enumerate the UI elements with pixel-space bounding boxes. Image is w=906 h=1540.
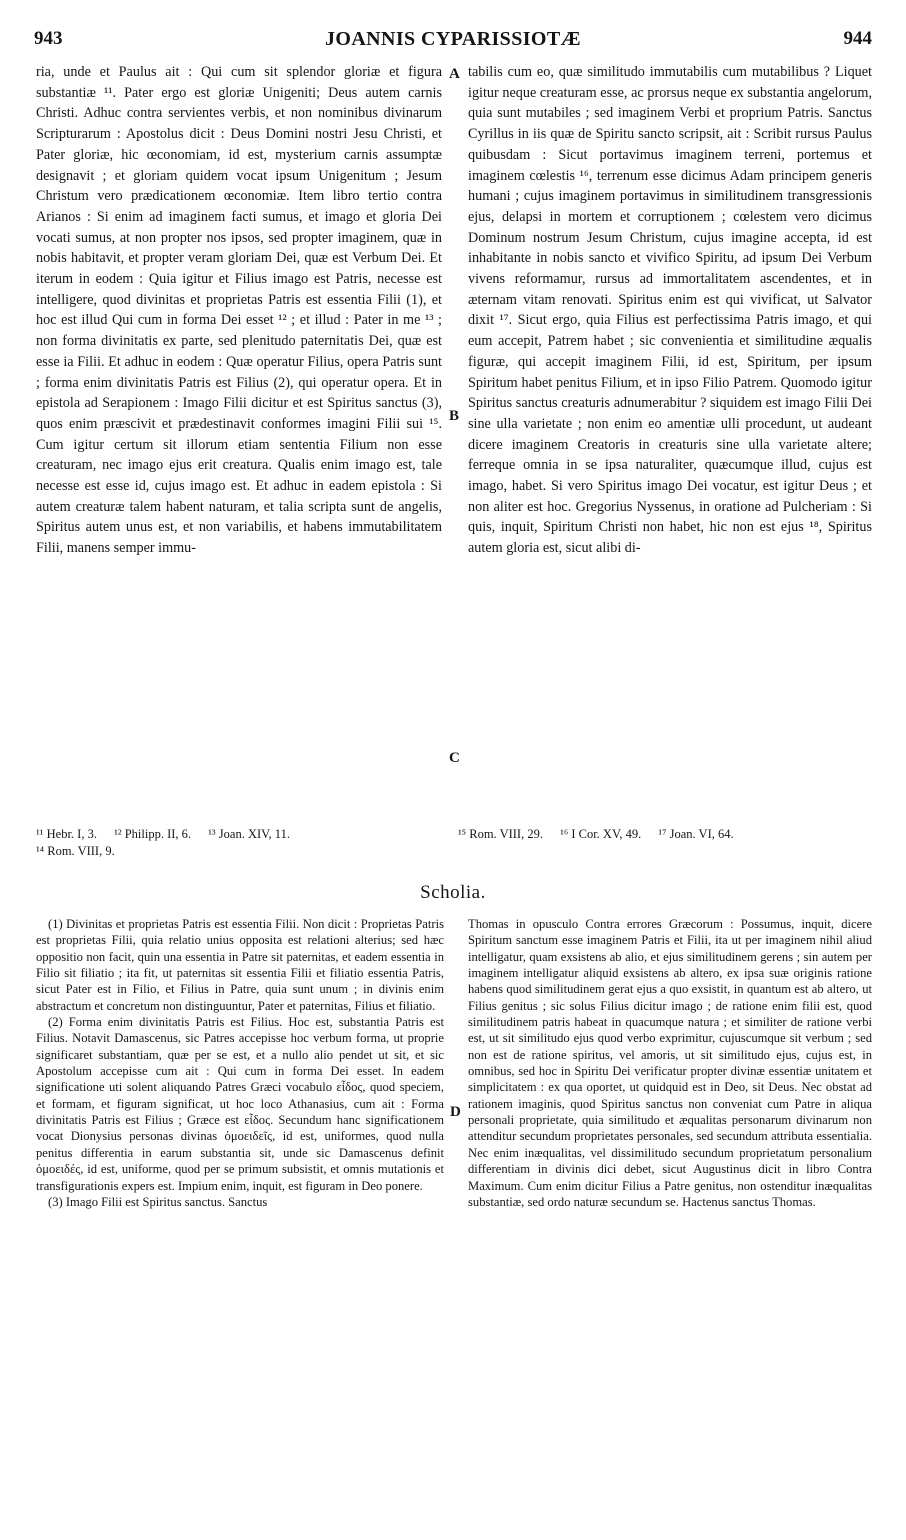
main-text-right: tabilis cum eo, quæ similitudo immutabilis cum mutabilibus ? Liquet igitur neque creaturam esse, ac prorsus neque ex substantia angelorum, quia sunt mutabiles ; sed imaginem Verbi et proprium Patris. Sanctus Cyrillus in iis quæ de Spiritu sancto scripsit, ait : Scribit rursus Paulus quibusdam : Sicut portavimus imaginem terreni, portemus et imaginem cœlestis ¹⁶, terrenum esse dicimus Adam principem generis humani ; cujus imaginem portavimus in similitudinem transgressionis ejus, delapsi in mortem et corruptionem ; cœlestem vero dicimus Dominum nostrum Jesum Christum, cujus imagine accepta, id est inhabitante in nobis sancto et vivifico Spiritu, ad ipsum Dei Verbum vivens reformamur, rursus ad immortalitatem ascendentes, et in æternam vitam renovati. Spiritus enim est qui vivificat, ut Salvator dixit ¹⁷. Sicut ergo, quia Filius est perfectissima Patris imago, et qui eum accepit, Patrem habet ; sic convenientia et similitudine æqualis figuræ, qui accepit imaginem Filii, id est, Spiritum, per ipsum Spiritum habet penitus Filium, et in ipso Filio Patrem. Quomodo igitur Spiritus sanctus creaturis adnumerabitur ? siquidem est imago Filii Dei sine ulla varietate ; non enim eo amentiæ ulli procedunt, ut audeant dicere imaginem Creatoris in creaturis sine ulla varietate altere; ferreque omnia in se ipsa naturaliter, quæcumque illud, cujus est imago, habet. Si vero Spiritus imago Dei vocatur, est igitur Deus ; et non aliter est hoc. Gregorius Nyssenus, in oratione ad Pulcheriam : Si quis, inquit, Spiritum Christi non habet, hic non est ejus ¹⁸, Spiritus autem gloria est, sicut alibi di- [468, 64, 872, 557]
footnote: ¹⁵ Rom. VIII, 29. [458, 827, 543, 841]
footnotes-left [36, 826, 446, 860]
footnote: ¹³ Joan. XIV, 11. [208, 827, 290, 841]
scholia-heading: Scholia. [420, 882, 486, 903]
main-column-right [468, 62, 872, 559]
footnote: ¹⁷ Joan. VI, 64. [658, 827, 734, 841]
margin-letter-d: D [450, 1104, 461, 1120]
scholia-column-right [468, 916, 872, 1210]
scholion-3-continued: Thomas in opusculo Contra errores Græcorum : Possumus, inquit, dicere Spiritum sanctum esse imaginem Patris et Filii, ita ut per imaginem nihil aliud intelligatur, quam exsistens ab alio, et ejus similitudinem gerens ; sin autem per imaginem intelligatur aliquid exsistens ab altero, ex ipsa suæ originis ratione habens quod similitudinem gerat ejus a quo exsistit, in quantum est ab altero, ut Filius genitus ; sic solus Filius dicitur imago ; de ratione enim filii est, quod similitudinem patris habeat in quacumque natura ; et similiter de ratione verbi est, ut sit similitudo ejus quod verbo exprimitur, cujuscumque sit verbum ; sed non est de ratione spiritus, vel amoris, ut sit similitudo ejus, cujus est, in omnibus, sed hoc in Spiritu Dei verificatur propter divinæ essentiæ unitatem et simplicitatem : ex qua oportet, ut quidquid est in Deo, sit Deus. Nec obstat ad rationem imaginis, quod Spiritus sanctus non conveniat cum Patre in aliqua personali proprietate, quia similitudo et æqualitas personarum divinarum non attenditur secundum proprietates personales, sed secundum attributa essentialia. Nec enim inæqualitas, vel dissimilitudo secundum proprietatum personalium differentiam in divinis dici debet, sicut Augustinus dicit in libro Contra Maximum. Cum enim dicitur Filius a Patre genitus, non ostenditur inæqualitas substantiæ, sed ordo naturæ secundum se. Hactenus sanctus Thomas. [468, 917, 872, 1209]
footnote: ¹¹ Hebr. I, 3. [36, 827, 97, 841]
running-head [34, 28, 872, 56]
page-number-left: 943 [34, 28, 63, 49]
margin-letter-a: A [449, 66, 460, 82]
scholion-2: (2) Forma enim divinitatis Patris est Filius. Hoc est, substantia Patris est Filius. Notavit Damascenus, sic Patres accepisse hoc verbum forma, ut proprie significaret substantiam, quæ per se est, et a nullo alio pendet ut sit, et sic Apostolum accepisse cum ait : Qui cum in forma Dei esset. In eadem significatione uti solent aliquando Patres Græci vocabulo εἶδος, quod speciem, et formam, et figuram significat, ut hoc loco Athanasius, cum ait : Forma divinitatis Patris est Filius ; Græce est εἶδος. Secundum hanc significationem vocat Dionysius personas divinas ὁμοειδεῖς, id est, uniformes, quod nulla penitus differentia in earum substantia sit, unde sic Damascenus definit ὁμοειδές, id est, uniforme, quod per se primum subsistit, et omnis mutationis et transfigurationis expers est. Impium enim, inquit, est figuram in Deo ponere. [36, 1015, 444, 1193]
footnote: ¹⁴ Rom. VIII, 9. [36, 844, 115, 858]
main-column-left [36, 62, 442, 559]
scholia-column-left [36, 916, 444, 1210]
margin-letter-b: B [449, 408, 460, 424]
scholion-1: (1) Divinitas et proprietas Patris est essentia Filii. Non dicit : Proprietas Patris est proprietas Filii, quia relatio unius opposita est relationi alterius; sed hæc oppositio non facit, quin una essentia in Patre sit paternitas, et eadem essentia in Filio sit filiatio ; ita fit, ut paternitas sit essentia Filii et filiatio essentia Patris, sicut Pater est in Filio, et Filius in Patre, quia sunt unum ; in divinis enim abstractum et concretum non distinguuntur, Pater et paternitas, Filius et filiatio. [36, 917, 444, 1013]
footnote: ¹² Philipp. II, 6. [114, 827, 192, 841]
footnote: ¹⁶ I Cor. XV, 49. [560, 827, 642, 841]
running-title: JOANNIS CYPARISSIOTÆ [324, 28, 581, 50]
footnotes-right [458, 826, 878, 843]
main-text-left: ria, unde et Paulus ait : Qui cum sit splendor gloriæ et figura substantiæ ¹¹. Pater ergo est gloriæ Unigeniti; Deus autem carnis Christi. Adhuc contra servientes verbis, et non nominibus divinarum Scripturarum : Apostolus dicit : Deus Domini nostri Jesu Christi, et Pater gloriæ, hic œconomiam, id est, mysterium carnis assumptæ designavit ; et gloriam quidem vocat ipsum Unigenitum ; Jesum Christum vero prædicationem œconomiæ. Item libro tertio contra Arianos : Si enim ad imaginem facti sumus, et imago et gloria Dei vocati sumus, at non propter nos ipsos, sed propter imaginem, quæ in nobis habitavit, et propter veram gloriam Dei, quæ est Verbum Dei. Et iterum in eodem : Quia igitur et Filius imago est Patris, necesse est intelligere, quod divinitas et proprietas Patris est essentia Filii (1), et hoc est illud Qui cum in forma Dei esset ¹² ; et illud : Pater in me ¹³ ; non forma divinitatis ex parte, sed plenitudo paternitatis Dei, quæ est esse ia Filii. Et adhuc in eodem : Quæ operatur Filius, opera Patris sunt ; forma enim divinitatis Patris est Filius (2), qui operatur opera. Et in epistola ad Serapionem : Imago Filii dicitur et est Spiritus sanctus (3), quos enim præscivit et prædestinavit conformes imagini Filii sui ¹⁵. Cum igitur certum sit illorum etiam sententia Filium non esse creaturam, nec imago ejus erit creatura. Qualis enim imago est, tale necesse est esse id, cujus imago est. Et adhuc in eadem epistola : Si autem creaturæ talem habent naturam, et talia scripta sunt de angelis, Spiritus autem unus est, et non variabilis, et habens immutabilitatem Filii, manens semper immu- [36, 64, 442, 557]
scholion-3: (3) Imago Filii est Spiritus sanctus. Sanctus [48, 1194, 268, 1209]
margin-letter-c: C [449, 750, 460, 766]
page-number-right: 944 [843, 28, 872, 49]
